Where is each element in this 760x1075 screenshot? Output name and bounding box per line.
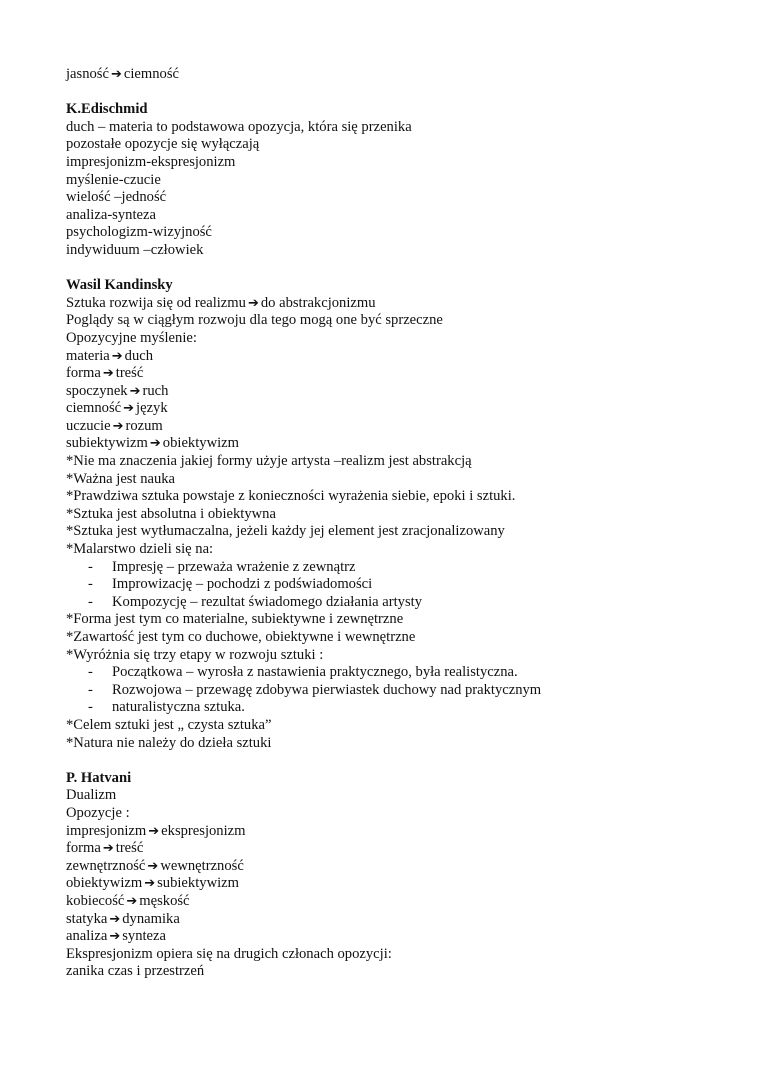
opposition-right: treść [115,840,144,857]
list-item [66,594,726,612]
note-line: *Ważna jest nauka [66,470,176,487]
opposition-left: forma [66,365,101,382]
right-arrow-icon: ➔ [109,929,121,945]
text-line [66,295,726,313]
opposition-pair [66,893,726,911]
opposition-right: dynamika [122,910,180,927]
opposition-right: duch [124,347,154,364]
opposition-left: spoczynek [66,382,128,399]
right-arrow-icon: ➔ [109,911,121,927]
intro-opposition [66,66,726,84]
dash-bullet-icon: - [88,576,93,593]
text-fragment: Sztuka rozwija się od realizmu [66,294,246,311]
opposition-right: obiektywizm [162,435,239,452]
dash-bullet-icon: - [88,681,93,698]
text-line: Dualizm [66,787,117,804]
note-line: *Sztuka jest wytłumaczalna, jeżeli każdy jej element jest zracjonalizowany [66,523,505,540]
list-item-text: Rozwojowa – przewagę zdobywa pierwiastek duchowy nad praktycznym [112,681,542,698]
text-line: pozostałe opozycje się wyłączają [66,136,260,153]
opposition-right: męskość [139,892,190,909]
opposition-pair [66,400,726,418]
opposition-left: subiektywizm [66,435,148,452]
opposition-right: synteza [122,928,166,945]
opposition-pair [66,928,726,946]
list-item [66,664,726,682]
right-arrow-icon: ➔ [247,295,259,311]
text-fragment: do abstrakcjonizmu [260,294,376,311]
right-arrow-icon: ➔ [149,436,161,452]
note-line: *Zawartość jest tym co duchowe, obiektywne i wewnętrzne [66,629,416,645]
note-line: *Nie ma znaczenia jakiej formy użyje artysta –realizm jest abstrakcją [66,453,472,470]
text-line: duch – materia to podstawowa opozycja, która się przenika [66,118,412,135]
list-item [66,559,726,577]
opposition-right: wewnętrzność [160,857,244,874]
section-heading-kandinsky: Wasil Kandinsky [66,277,173,294]
right-arrow-icon: ➔ [102,841,114,857]
dash-bullet-icon: - [88,593,93,610]
opposition-pair [66,823,726,841]
opposition-left: forma [66,840,101,857]
right-arrow-icon: ➔ [148,823,160,839]
opposition-left: statyka [66,910,108,927]
right-arrow-icon: ➔ [129,383,141,399]
section-heading-edischmid: K.Edischmid [66,101,148,118]
opposition-left: impresjonizm [66,822,147,839]
list-item-text: Impresję – przeważa wrażenie z zewnątrz [112,558,356,575]
right-arrow-icon: ➔ [144,876,156,892]
opposition-pair [66,875,726,893]
section-heading-hatvani: P. Hatvani [66,769,132,786]
text-line: Ekspresjonizm opiera się na drugich członach opozycji: [66,945,392,962]
text-line: wielość –jedność [66,189,167,206]
opposition-pair [66,348,726,366]
opposition-pair [66,435,726,453]
opposition-left: materia [66,347,110,364]
right-arrow-icon: ➔ [123,401,135,417]
opposition-left: zewnętrzność [66,857,146,874]
list-item-text: Kompozycję – rezultat świadomego działania artysty [112,593,423,610]
opposition-pair [66,840,726,858]
opposition-left: uczucie [66,417,111,434]
text-line: Opozycje : [66,804,130,821]
opposition-pair [66,911,726,929]
opposition-left: analiza [66,928,108,945]
right-arrow-icon: ➔ [102,366,114,382]
list-item-text: Improwizację – pochodzi z podświadomości [112,576,373,593]
opposition-right: ruch [142,382,169,399]
note-line: *Malarstwo dzieli się na: [66,541,214,558]
dash-bullet-icon: - [88,699,93,716]
list-item-text: Początkowa – wyrosła z nastawienia praktycznego, była realistyczna. [112,664,518,681]
right-arrow-icon: ➔ [110,67,122,82]
right-arrow-icon: ➔ [112,418,124,434]
right-arrow-icon: ➔ [111,348,123,364]
note-line: *Natura nie należy do dzieła sztuki [66,734,272,751]
text-line: myślenie-czucie [66,171,161,188]
text-line: Poglądy są w ciągłym rozwoju dla tego mogą one być sprzeczne [66,312,443,329]
dash-bullet-icon: - [88,558,93,575]
text-line: analiza-synteza [66,206,156,223]
dash-bullet-icon: - [88,664,93,681]
opposition-left: jasność [66,66,109,82]
note-line: *Sztuka jest absolutna i obiektywna [66,505,276,522]
note-line: *Wyróżnia się trzy etapy w rozwoju sztuki : [66,646,324,663]
text-line: psychologizm-wizyjność [66,224,212,241]
list-item [66,699,726,717]
text-line: zanika czas i przestrzeń [66,963,205,980]
opposition-right: ekspresjonizm [161,822,246,839]
list-item [66,576,726,594]
opposition-right: treść [115,365,144,382]
text-line: impresjonizm-ekspresjonizm [66,153,236,170]
right-arrow-icon: ➔ [147,858,159,874]
text-line: Opozycyjne myślenie: [66,329,197,346]
opposition-left: ciemność [66,400,122,417]
document-page [66,66,726,981]
note-line: *Prawdziwa sztuka powstaje z konieczności wyrażenia siebie, epoki i sztuki. [66,488,516,505]
opposition-right: subiektywizm [157,875,239,892]
opposition-left: obiektywizm [66,875,143,892]
text-line: indywiduum –człowiek [66,241,204,258]
right-arrow-icon: ➔ [126,893,138,909]
opposition-pair [66,418,726,436]
list-item-text: naturalistyczna sztuka. [112,699,245,716]
opposition-pair [66,365,726,383]
note-line: *Celem sztuki jest „ czysta sztuka” [66,716,272,733]
opposition-right: język [136,400,168,417]
list-item [66,682,726,700]
opposition-left: kobiecość [66,892,125,909]
opposition-pair [66,383,726,401]
opposition-right: rozum [125,417,163,434]
note-line: *Forma jest tym co materialne, subiektywne i zewnętrzne [66,611,404,628]
opposition-pair [66,858,726,876]
opposition-right: ciemność [123,66,179,82]
